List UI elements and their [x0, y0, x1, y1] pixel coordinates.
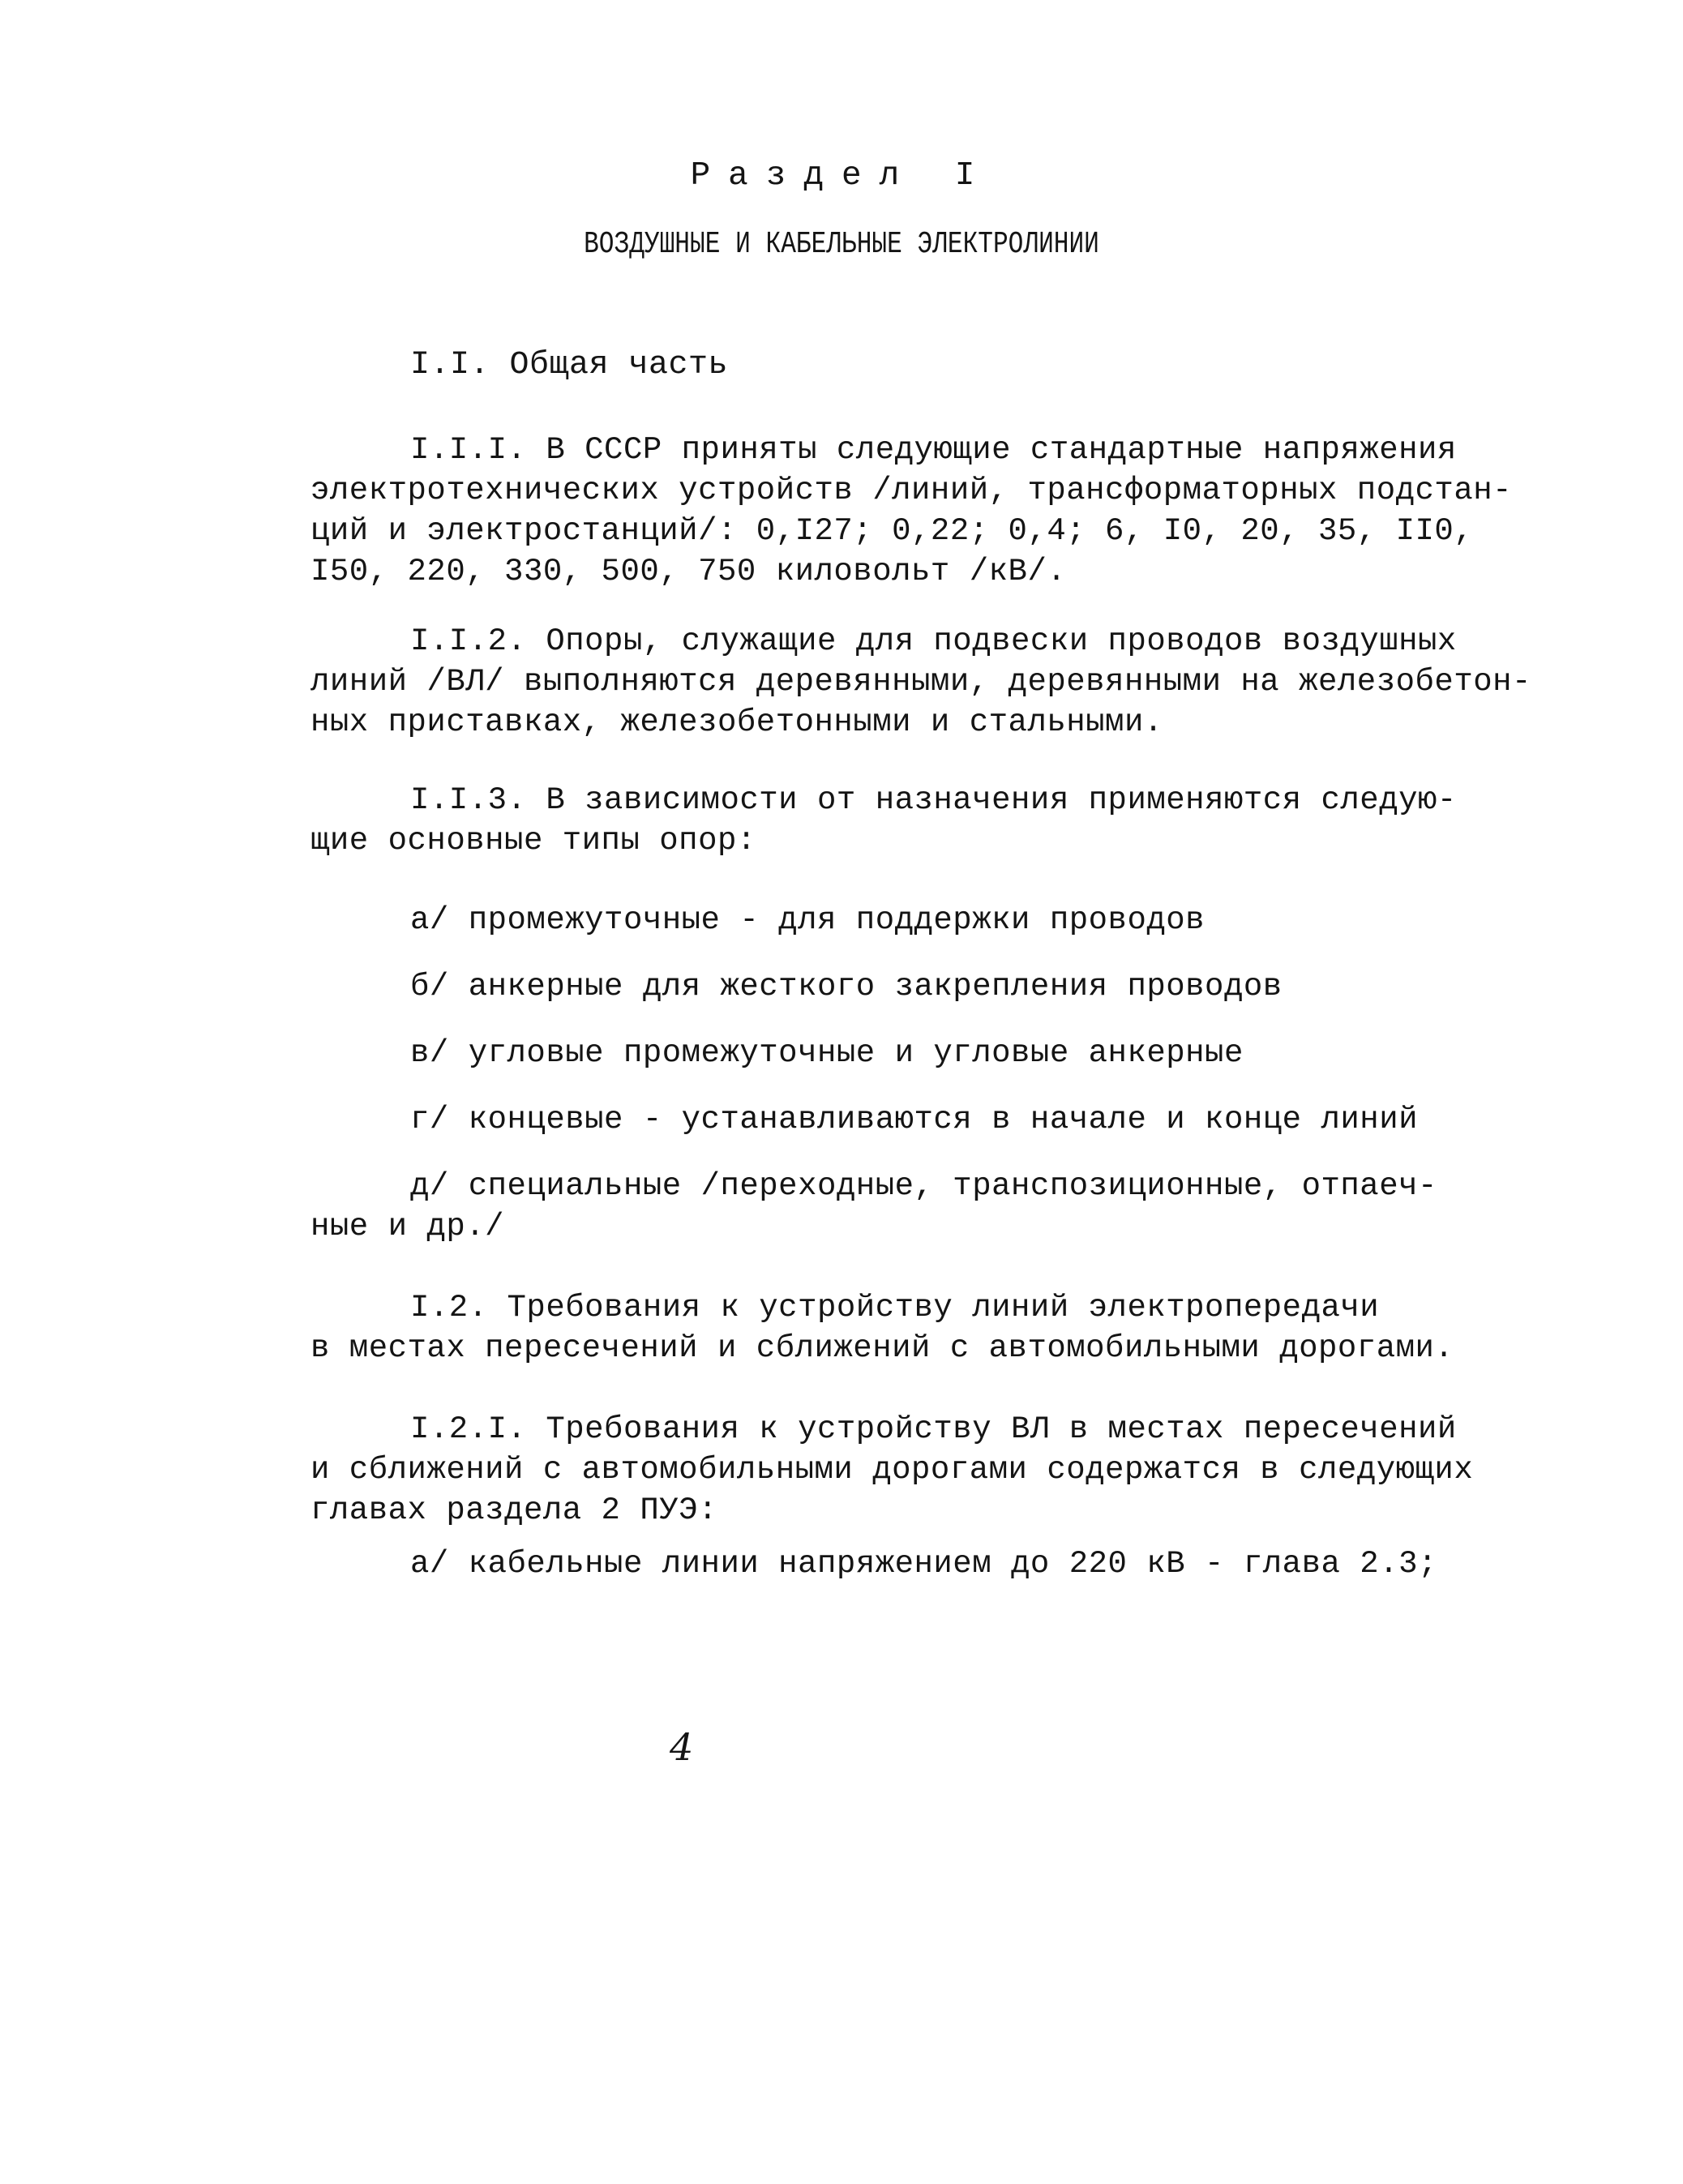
subsection-1-1-heading: I.I. Общая часть — [410, 347, 729, 383]
list-item: а/ промежуточные - для поддержки проводов — [410, 902, 1206, 938]
list-item-continuation: ные и др./ — [310, 1209, 505, 1244]
para-1-1-2-line-2: линий /ВЛ/ выполняются деревянными, деревянными на железобетон- — [310, 664, 1531, 700]
subsection-1-2-line-2: в местах пересечений и сближений с автомобильными дорогами. — [310, 1330, 1454, 1366]
para-1-1-1-line-3: ций и электростанций/: 0,I27; 0,22; 0,4; 6, I0, 20, 35, II0, — [310, 513, 1474, 549]
para-1-1-2-line-3: ных приставках, железобетонными и стальными. — [310, 704, 1163, 740]
para-1-1-3-line-2: щие основные типы опор: — [310, 823, 756, 859]
list-item: г/ концевые - устанавливаются в начале и конце линий — [410, 1102, 1418, 1137]
list-item: д/ специальные /переходные, транспозиционные, отпаеч- — [410, 1168, 1437, 1204]
para-1-2-1-item-a: а/ кабельные линии напряжением до 220 кВ - глава 2.3; — [410, 1546, 1437, 1582]
para-1-1-2-line-1: I.I.2. Опоры, служащие для подвески проводов воздушных — [410, 623, 1457, 659]
section-title: ВОЗДУШНЫЕ И КАБЕЛЬНЫЕ ЭЛЕКТРОЛИНИИ — [584, 227, 1099, 262]
para-1-2-1-line-3: главах раздела 2 ПУЭ: — [310, 1492, 717, 1528]
para-1-1-3-line-1: I.I.3. В зависимости от назначения применяются следую- — [410, 782, 1457, 818]
para-1-2-1-line-1: I.2.I. Требования к устройству ВЛ в местах пересечений — [410, 1411, 1457, 1447]
list-item: б/ анкерные для жесткого закрепления проводов — [410, 969, 1283, 1004]
para-1-2-1-line-2: и сближений с автомобильными дорогами содержатся в следующих — [310, 1452, 1474, 1488]
page-number: 4 — [670, 1725, 694, 1769]
subsection-1-2-line-1: I.2. Требования к устройству линий электропередачи — [410, 1290, 1380, 1325]
section-label: Раздел I — [690, 157, 993, 195]
para-1-1-1-line-4: I50, 220, 330, 500, 750 киловольт /кВ/. — [310, 554, 1067, 589]
list-item: в/ угловые промежуточные и угловые анкерные — [410, 1035, 1244, 1071]
para-1-1-1-line-1: I.I.I. В СССР приняты следующие стандартные напряжения — [410, 432, 1457, 468]
para-1-1-1-line-2: электротехнических устройств /линий, трансформаторных подстан- — [310, 473, 1513, 508]
